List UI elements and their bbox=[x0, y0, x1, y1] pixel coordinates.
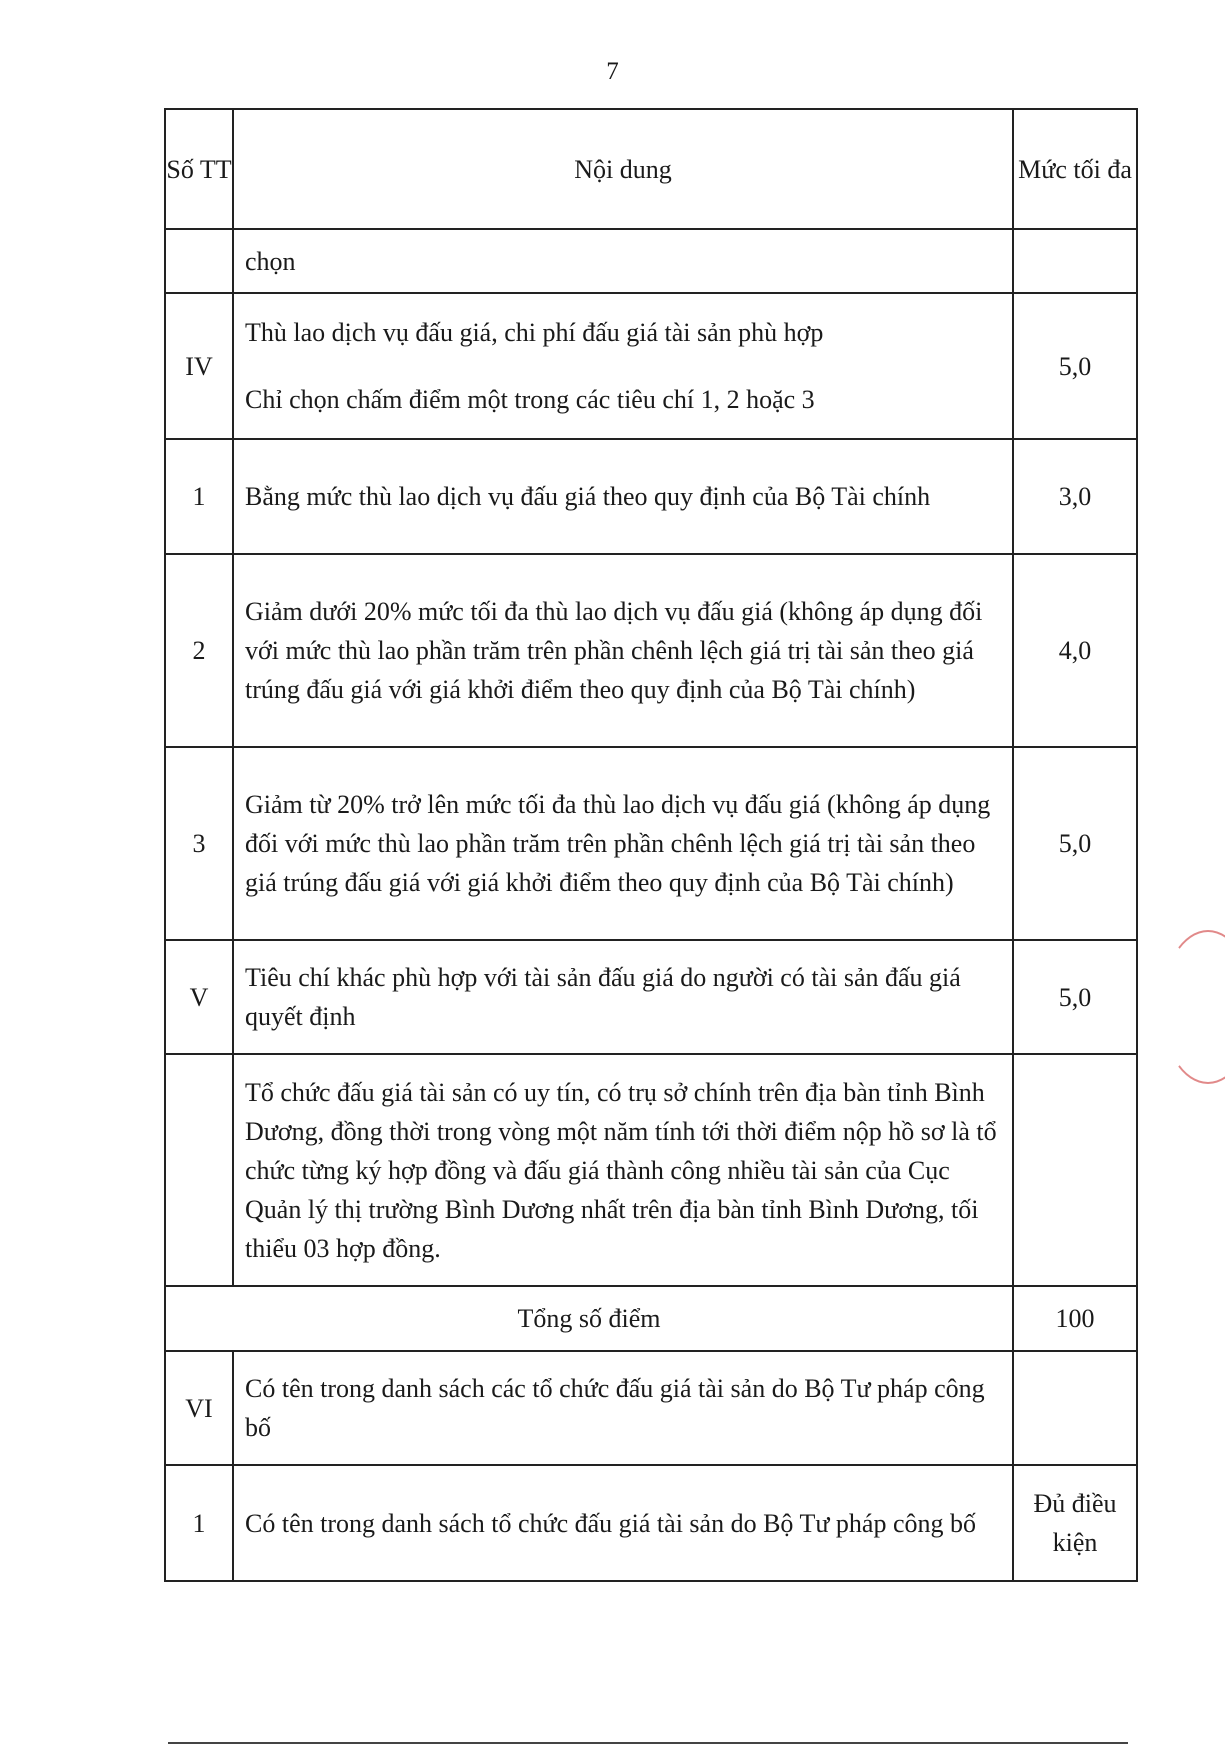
row-max: Đủ điều kiện bbox=[1013, 1465, 1137, 1581]
page-bottom-rule bbox=[168, 1742, 1128, 1744]
table-row bbox=[165, 554, 1137, 747]
row-content-line2: Chỉ chọn chấm điểm một trong các tiêu chí 1, 2 hoặc 3 bbox=[245, 385, 815, 414]
row-max bbox=[1013, 229, 1137, 293]
row-content: Giảm dưới 20% mức tối đa thù lao dịch vụ đấu giá (không áp dụng đối với mức thù lao phần trăm trên phần chênh lệch giá trị tài sản theo giá trúng đấu giá với giá khởi điểm theo quy định của Bộ Tài chính) bbox=[233, 554, 1013, 747]
row-stt: IV bbox=[165, 293, 233, 439]
row-stt: 1 bbox=[165, 439, 233, 554]
table-row bbox=[165, 439, 1137, 554]
row-max: 4,0 bbox=[1013, 554, 1137, 747]
row-content: Tổ chức đấu giá tài sản có uy tín, có trụ sở chính trên địa bàn tỉnh Bình Dương, đồng thời trong vòng một năm tính tới thời điểm nộp hồ sơ là tổ chức từng ký hợp đồng và đấu giá thành công nhiều tài sản của Cục Quản lý thị trường Bình Dương nhất trên địa bàn tỉnh Bình Dương, tối thiểu 03 hợp đồng. bbox=[233, 1054, 1013, 1286]
scoring-table bbox=[164, 108, 1138, 1582]
table-row bbox=[165, 940, 1137, 1054]
table-row bbox=[165, 747, 1137, 940]
header-max: Mức tối đa bbox=[1013, 109, 1137, 229]
row-content: Có tên trong danh sách các tổ chức đấu giá tài sản do Bộ Tư pháp công bố bbox=[233, 1351, 1013, 1465]
row-stt: V bbox=[165, 940, 233, 1054]
row-content: Giảm từ 20% trở lên mức tối đa thù lao dịch vụ đấu giá (không áp dụng đối với mức thù lao phần trăm trên phần chênh lệch giá trị tài sản theo giá trúng đấu giá với giá khởi điểm theo quy định của Bộ Tài chính) bbox=[233, 747, 1013, 940]
row-stt: VI bbox=[165, 1351, 233, 1465]
table-row bbox=[165, 293, 1137, 439]
table-row bbox=[165, 1054, 1137, 1286]
row-stt: 3 bbox=[165, 747, 233, 940]
total-value: 100 bbox=[1013, 1286, 1137, 1351]
table-row bbox=[165, 1465, 1137, 1581]
row-stt: 2 bbox=[165, 554, 233, 747]
table-header-row bbox=[165, 109, 1137, 229]
page-number: 7 bbox=[606, 58, 619, 85]
table-row bbox=[165, 1351, 1137, 1465]
row-max: 5,0 bbox=[1013, 940, 1137, 1054]
row-max: 5,0 bbox=[1013, 293, 1137, 439]
row-max: 3,0 bbox=[1013, 439, 1137, 554]
row-content: Bằng mức thù lao dịch vụ đấu giá theo quy định của Bộ Tài chính bbox=[233, 439, 1013, 554]
table-row bbox=[165, 229, 1137, 293]
row-stt bbox=[165, 229, 233, 293]
seal-stamp bbox=[1161, 930, 1225, 1084]
row-max: 5,0 bbox=[1013, 747, 1137, 940]
row-content: Tiêu chí khác phù hợp với tài sản đấu giá do người có tài sản đấu giá quyết định bbox=[233, 940, 1013, 1054]
row-content: Có tên trong danh sách tổ chức đấu giá tài sản do Bộ Tư pháp công bố bbox=[233, 1465, 1013, 1581]
row-content bbox=[233, 293, 1013, 439]
header-content: Nội dung bbox=[233, 109, 1013, 229]
total-row bbox=[165, 1286, 1137, 1351]
row-max bbox=[1013, 1351, 1137, 1465]
row-stt bbox=[165, 1054, 233, 1286]
header-stt: Số TT bbox=[165, 109, 233, 229]
row-stt: 1 bbox=[165, 1465, 233, 1581]
row-max bbox=[1013, 1054, 1137, 1286]
row-content-line1: Thù lao dịch vụ đấu giá, chi phí đấu giá tài sản phù hợp bbox=[245, 318, 824, 347]
row-content: chọn bbox=[233, 229, 1013, 293]
total-label: Tổng số điểm bbox=[165, 1286, 1013, 1351]
